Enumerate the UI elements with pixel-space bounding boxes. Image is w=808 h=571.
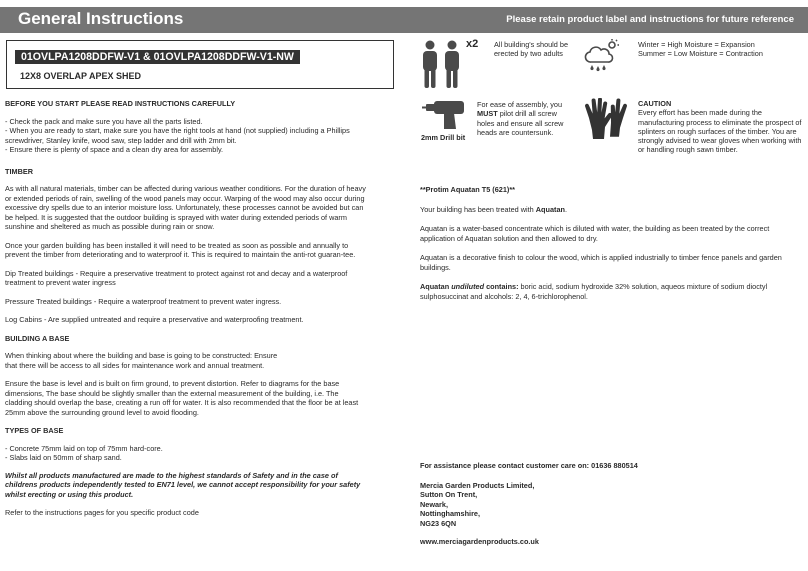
weather-moisture-icon bbox=[582, 38, 620, 72]
contains-name: Aquatan bbox=[420, 282, 452, 291]
treatment-contains bbox=[420, 282, 798, 301]
before-start-heading: BEFORE YOU START PLEASE READ INSTRUCTIONS CAREFULLY bbox=[5, 99, 236, 108]
drill-icon bbox=[422, 98, 468, 132]
types-line-1: - Concrete 75mm laid on top of 75mm hard-core. bbox=[5, 443, 163, 453]
caution-block bbox=[638, 99, 803, 155]
drill-caption: 2mm Drill bit bbox=[421, 133, 466, 142]
base-heading: BUILDING A BASE bbox=[5, 333, 70, 343]
safety-disclaimer: Whilst all products manufactured are made to the highest standards of Safety and in the case of childrens products independently tested to EN71 level, we cannot accept responsibility for your safety whilst erecting or using this product. bbox=[5, 470, 361, 499]
treated-post: . bbox=[564, 204, 567, 214]
caution-text: Every effort has been made during the manufacturing process to eliminate the prospect of splinters on rough surfaces of the timber. You are strongly advised to wear gloves when working with or handling rough sawn timber. bbox=[638, 108, 802, 155]
drill-text-post: pilot drill all screw holes and ensure all screw heads are countersunk. bbox=[477, 109, 564, 137]
drill-must: MUST bbox=[477, 109, 498, 119]
drill-text-pre: For ease of assembly, you bbox=[477, 100, 563, 109]
gloves-icon bbox=[583, 98, 629, 146]
drill-text bbox=[477, 100, 569, 137]
treatment-heading: **Protim Aquatan T5 (621)** bbox=[420, 185, 516, 194]
base-para-2: Ensure the base is level and is built on firm ground, to prevent distortion. Refer to diagrams for the base dimensions, The base should be slightly smaller than the external measurement of the building, i.e. The cladding should overlap the base, creating a run off for water. It is also recommended that the floor be at least 25mm above the surrounding ground level to avoid flooding. bbox=[5, 379, 359, 417]
two-people-icon bbox=[418, 40, 466, 90]
assistance-line: For assistance please contact customer care on: 01636 880514 bbox=[420, 461, 638, 470]
product-box bbox=[6, 40, 394, 89]
treated-pre: Your building has been treated with bbox=[420, 204, 536, 214]
timber-para-5: Log Cabins - Are supplied untreated and require a preservative and waterproofing treatment. bbox=[5, 315, 304, 324]
retain-note: Please retain product label and instructions for future reference bbox=[506, 14, 794, 25]
base-para-1: When thinking about where the building and base is going to be constructed: Ensure that there will be access to all sides for maintenance work and annual treatment. bbox=[5, 351, 278, 370]
address-line-2: Newark, bbox=[420, 499, 448, 509]
website-link[interactable]: www.merciagardenproducts.co.uk bbox=[420, 537, 539, 546]
before-line-3: - Ensure there is plenty of space and a clean dry area for assembly. bbox=[5, 145, 224, 154]
types-heading: TYPES OF BASE bbox=[5, 426, 64, 435]
winter-line: Winter = High Moisture = Expansion bbox=[638, 40, 755, 49]
product-codes: 01OVLPA1208DDFW-V1 & 01OVLPA1208DDFW-V1-NW bbox=[15, 50, 300, 64]
header-bar bbox=[0, 7, 808, 33]
contains-label: contains: bbox=[484, 282, 519, 291]
contact-section bbox=[420, 461, 798, 547]
contains-undiluted: undiluted bbox=[451, 282, 485, 291]
company-name: Mercia Garden Products Limited, bbox=[420, 480, 535, 490]
treated-name: Aquatan bbox=[535, 204, 565, 214]
timber-para-4: Pressure Treated buildings - Require a waterproof treatment to prevent water ingress. bbox=[5, 296, 282, 306]
left-column bbox=[5, 99, 367, 518]
before-line-1: - Check the pack and make sure you have all the parts listed. bbox=[5, 116, 203, 126]
people-count: x2 bbox=[466, 38, 479, 50]
timber-heading: TIMBER bbox=[5, 166, 33, 176]
before-line-2: - When you are ready to start, make sure you have the right tools at hand (not supplied) including a Phillips screwdriver, Stanley knife, wood saw, step ladder and drill with 2mm bit. bbox=[5, 126, 350, 145]
summer-line: Summer = Low Moisture = Contraction bbox=[638, 49, 763, 59]
treatment-para-1: Aquatan is a water-based concentrate which is diluted with water, the building as been treated by the correct application of Aquatan solution and then allowed to dry. bbox=[420, 224, 770, 243]
caution-heading: CAUTION bbox=[638, 99, 672, 108]
contains-text: boric acid, sodium hydroxide 32% solution, aqueos mixture of sodium dioctyl sulphosuccinat and alcohols: 2, 4, 6-trichlorophenol. bbox=[420, 282, 768, 301]
moisture-text bbox=[638, 40, 808, 59]
treated-line bbox=[420, 205, 798, 215]
timber-para-1: As with all natural materials, timber can be affected during various weather conditions. For the duration of heavy or extended periods of rain, swelling of the wood panels may occur. Warping of the wood may also occur during excessive dry spells due to an interior moisture loss. Unfortunately, these processes cannot be avoided but can be helped. It is suggested that the outdoor building is sprayed with water during extended periods of warm sunshine and sheltered as much as possible during rain or snow. bbox=[5, 184, 366, 231]
types-line-2: - Slabs laid on 50mm of sharp sand. bbox=[5, 453, 122, 462]
people-text: All building's should be erected by two adults bbox=[494, 40, 569, 59]
treatment-section bbox=[420, 185, 798, 301]
timber-para-3: Dip Treated buildings - Require a preservative treatment to protect against rot and decay and a waterproof treatment to prevent water ingress bbox=[5, 268, 348, 287]
postcode: NG23 6QN bbox=[420, 518, 457, 528]
address-line-1: Sutton On Trent, bbox=[420, 490, 478, 499]
product-name: 12X8 OVERLAP APEX SHED bbox=[20, 71, 142, 81]
page-title: General Instructions bbox=[18, 9, 184, 28]
refer-note: Refer to the instructions pages for you specific product code bbox=[5, 508, 199, 517]
address-line-3: Nottinghamshire, bbox=[420, 509, 480, 518]
treatment-para-2: Aquatan is a decorative finish to colour the wood, which is applied industrially to timber fence panels and garden buildings. bbox=[420, 253, 782, 272]
timber-para-2: Once your garden building has been installed it will need to be treated as soon as possible and annually to prevent the timber from deteriorating and to waterproof it. This is required to maintain the anti-rot guaran-tee. bbox=[5, 240, 356, 259]
